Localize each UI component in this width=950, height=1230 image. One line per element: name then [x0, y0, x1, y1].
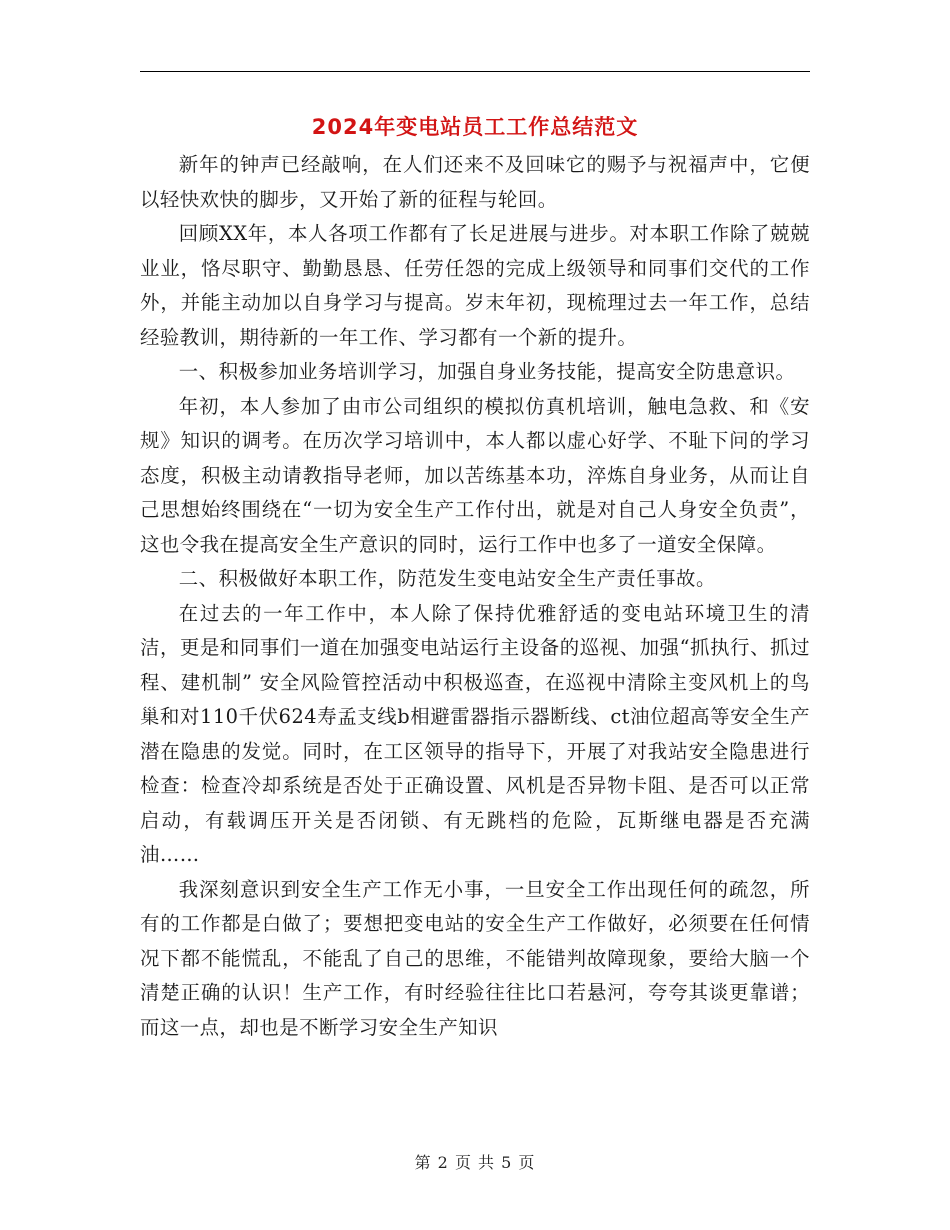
- page-number-footer: 第 2 页 共 5 页: [414, 1153, 536, 1172]
- section-heading-1: 一、积极参加业务培训学习，加强自身业务技能，提高安全防患意识。: [178, 360, 796, 383]
- paragraph-review: 回顾XX年，本人各项工作都有了长足进展与进步。对本职工作除了兢兢业业，恪尽职守、勤勤恳恳、任劳任怨的完成上级领导和同事们交代的工作外，并能主动加以自身学习与提高。岁末年初，现梳理过去一年工作，总结经验教训，期待新的一年工作、学习都有一个新的提升。: [140, 222, 810, 349]
- paragraph-intro: 新年的钟声已经敲响，在人们还来不及回味它的赐予与祝福声中，它便以轻快欢快的脚步，又开始了新的征程与轮回。: [140, 153, 810, 211]
- header-rule: [140, 71, 810, 72]
- paragraph-training: 年初，本人参加了由市公司组织的模拟仿真机培训，触电急救、和《安规》知识的调考。在历次学习培训中，本人都以虚心好学、不耻下问的学习态度，积极主动请教指导老师，加以苦练基本功，淬炼自身业务，从而让自己思想始终围绕在“一切为安全生产工作付出，就是对自己人身安全负责”，这也令我在提高安全生产意识的同时，运行工作中也多了一道安全保障。: [140, 394, 810, 556]
- document-title: 2024年变电站员工工作总结范文: [311, 115, 639, 139]
- paragraph-inspection: 在过去的一年工作中，本人除了保持优雅舒适的变电站环境卫生的清洁，更是和同事们一道在加强变电站运行主设备的巡视、加强“抓执行、抓过程、建机制” 安全风险管控活动中积极巡查，在巡视中清除主变风机上的鸟巢和对110千伏624寿孟支线b相避雷器指示器断线、ct油位超高等安全生产潜在隐患的发觉。同时，在工区领导的指导下，开展了对我站安全隐患进行检查：检查冷却系统是否处于正确设置、风机是否异物卡阻、是否可以正常启动，有载调压开关是否闭锁、有无跳档的危险，瓦斯继电器是否充满油……: [140, 601, 810, 866]
- section-heading-2: 二、积极做好本职工作，防范发生变电站安全生产责任事故。: [178, 567, 716, 590]
- document-body: [140, 148, 810, 1123]
- paragraph-safety-awareness: 我深刻意识到安全生产工作无小事，一旦安全工作出现任何的疏忽，所有的工作都是白做了；要想把变电站的安全生产工作做好，必须要在任何情况下都不能慌乱，不能乱了自己的思维，不能错判故障现象，要给大脑一个清楚正确的认识！生产工作，有时经验往往比口若悬河，夸夸其谈更靠谱；而这一点，却也是不断学习安全生产知识: [140, 877, 810, 1039]
